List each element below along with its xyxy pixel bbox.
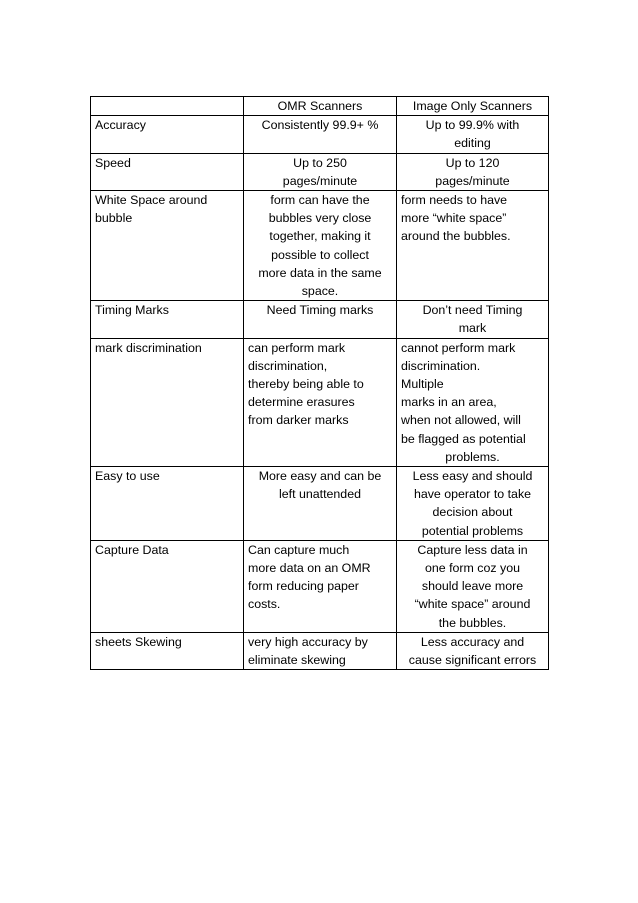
row-label: mark discrimination [91,338,244,466]
cell-line: very high accuracy by [248,634,368,649]
cell-line: together, making it [269,229,371,244]
omr-cell [244,191,397,301]
row-label: Capture Data [91,540,244,632]
cell-line: Can capture much [248,542,350,557]
row-label: Accuracy [91,116,244,153]
cell-line: pages/minute [435,173,510,188]
cell-line: more data in the same [258,265,382,280]
cell-line: form reducing paper [248,579,359,594]
cell-line: eliminate skewing [248,653,346,668]
cell-line: Less accuracy and [420,634,525,649]
cell-line: when not allowed, will [401,413,521,428]
cell-line: decision about [432,505,513,520]
image-only-cell [397,301,549,338]
omr-cell [244,540,397,632]
cell-line: left unattended [279,487,361,502]
image-only-cell [397,338,549,466]
cell-line: bubbles very close [268,211,372,226]
image-only-cell [397,153,549,190]
cell-line: mark [458,321,487,336]
row-label: sheets Skewing [91,632,244,669]
cell-line: around the bubbles. [401,229,511,244]
cell-line: can perform mark [248,340,346,355]
row-label: Speed [91,153,244,190]
cell-line: be flagged as potential [401,431,526,446]
cell-line: marks in an area, [401,395,497,410]
header-feature [91,97,244,116]
cell-line: Multiple [401,377,444,392]
omr-cell [244,338,397,466]
header-omr-scanners: OMR Scanners [244,97,397,116]
cell-line: cannot perform mark [401,340,516,355]
table-row [91,116,549,153]
cell-line: cause significant errors [408,653,537,668]
cell-line: thereby being able to [248,377,364,392]
omr-cell [244,301,397,338]
table-row [91,540,549,632]
cell-line: Need Timing marks [266,303,374,318]
comparison-table [90,96,549,670]
row-label: White Space around bubble [91,191,244,301]
cell-line: form can have the [270,193,370,208]
cell-line: Up to 250 [293,155,347,170]
cell-line: “white space” around [414,597,531,612]
cell-line: more data on an OMR [248,561,371,576]
cell-line: form needs to have [401,193,508,208]
cell-line: Don’t need Timing [422,303,523,318]
cell-line: More easy and can be [258,469,382,484]
cell-line: Less easy and should [412,469,533,484]
row-label: Easy to use [91,467,244,541]
omr-cell [244,153,397,190]
image-only-cell [397,540,549,632]
table-row [91,191,549,301]
cell-line: discrimination, [248,358,328,373]
cell-line: Up to 120 [445,155,500,170]
cell-line: more “white space” [401,211,507,226]
cell-line: have operator to take [413,487,532,502]
table-row [91,467,549,541]
table-row [91,338,549,466]
image-only-cell [397,191,549,301]
table-row [91,153,549,190]
omr-cell [244,467,397,541]
cell-line: costs. [248,597,281,612]
cell-line: Up to 99.9% with [425,118,520,133]
cell-line: one form coz you [424,561,521,576]
omr-cell [244,632,397,669]
table-row [91,301,549,338]
image-only-cell [397,467,549,541]
cell-line: discrimination. [401,358,481,373]
image-only-cell [397,632,549,669]
cell-line: possible to collect [271,247,369,262]
image-only-cell [397,116,549,153]
header-image-only-scanners: Image Only Scanners [397,97,549,116]
cell-line: problems. [445,449,500,464]
cell-line: should leave more [421,579,524,594]
cell-line: space. [301,284,339,299]
omr-cell [244,116,397,153]
cell-line: determine erasures [248,395,355,410]
cell-line: from darker marks [248,413,349,428]
row-label: Timing Marks [91,301,244,338]
cell-line: pages/minute [282,173,358,188]
cell-line: Consistently 99.9+ % [261,118,379,133]
cell-line: Capture less data in [417,542,528,557]
table-row [91,632,549,669]
cell-line: potential problems [421,523,524,538]
cell-line: the bubbles. [438,615,507,630]
cell-line: editing [454,136,491,151]
table-header-row [91,97,549,116]
